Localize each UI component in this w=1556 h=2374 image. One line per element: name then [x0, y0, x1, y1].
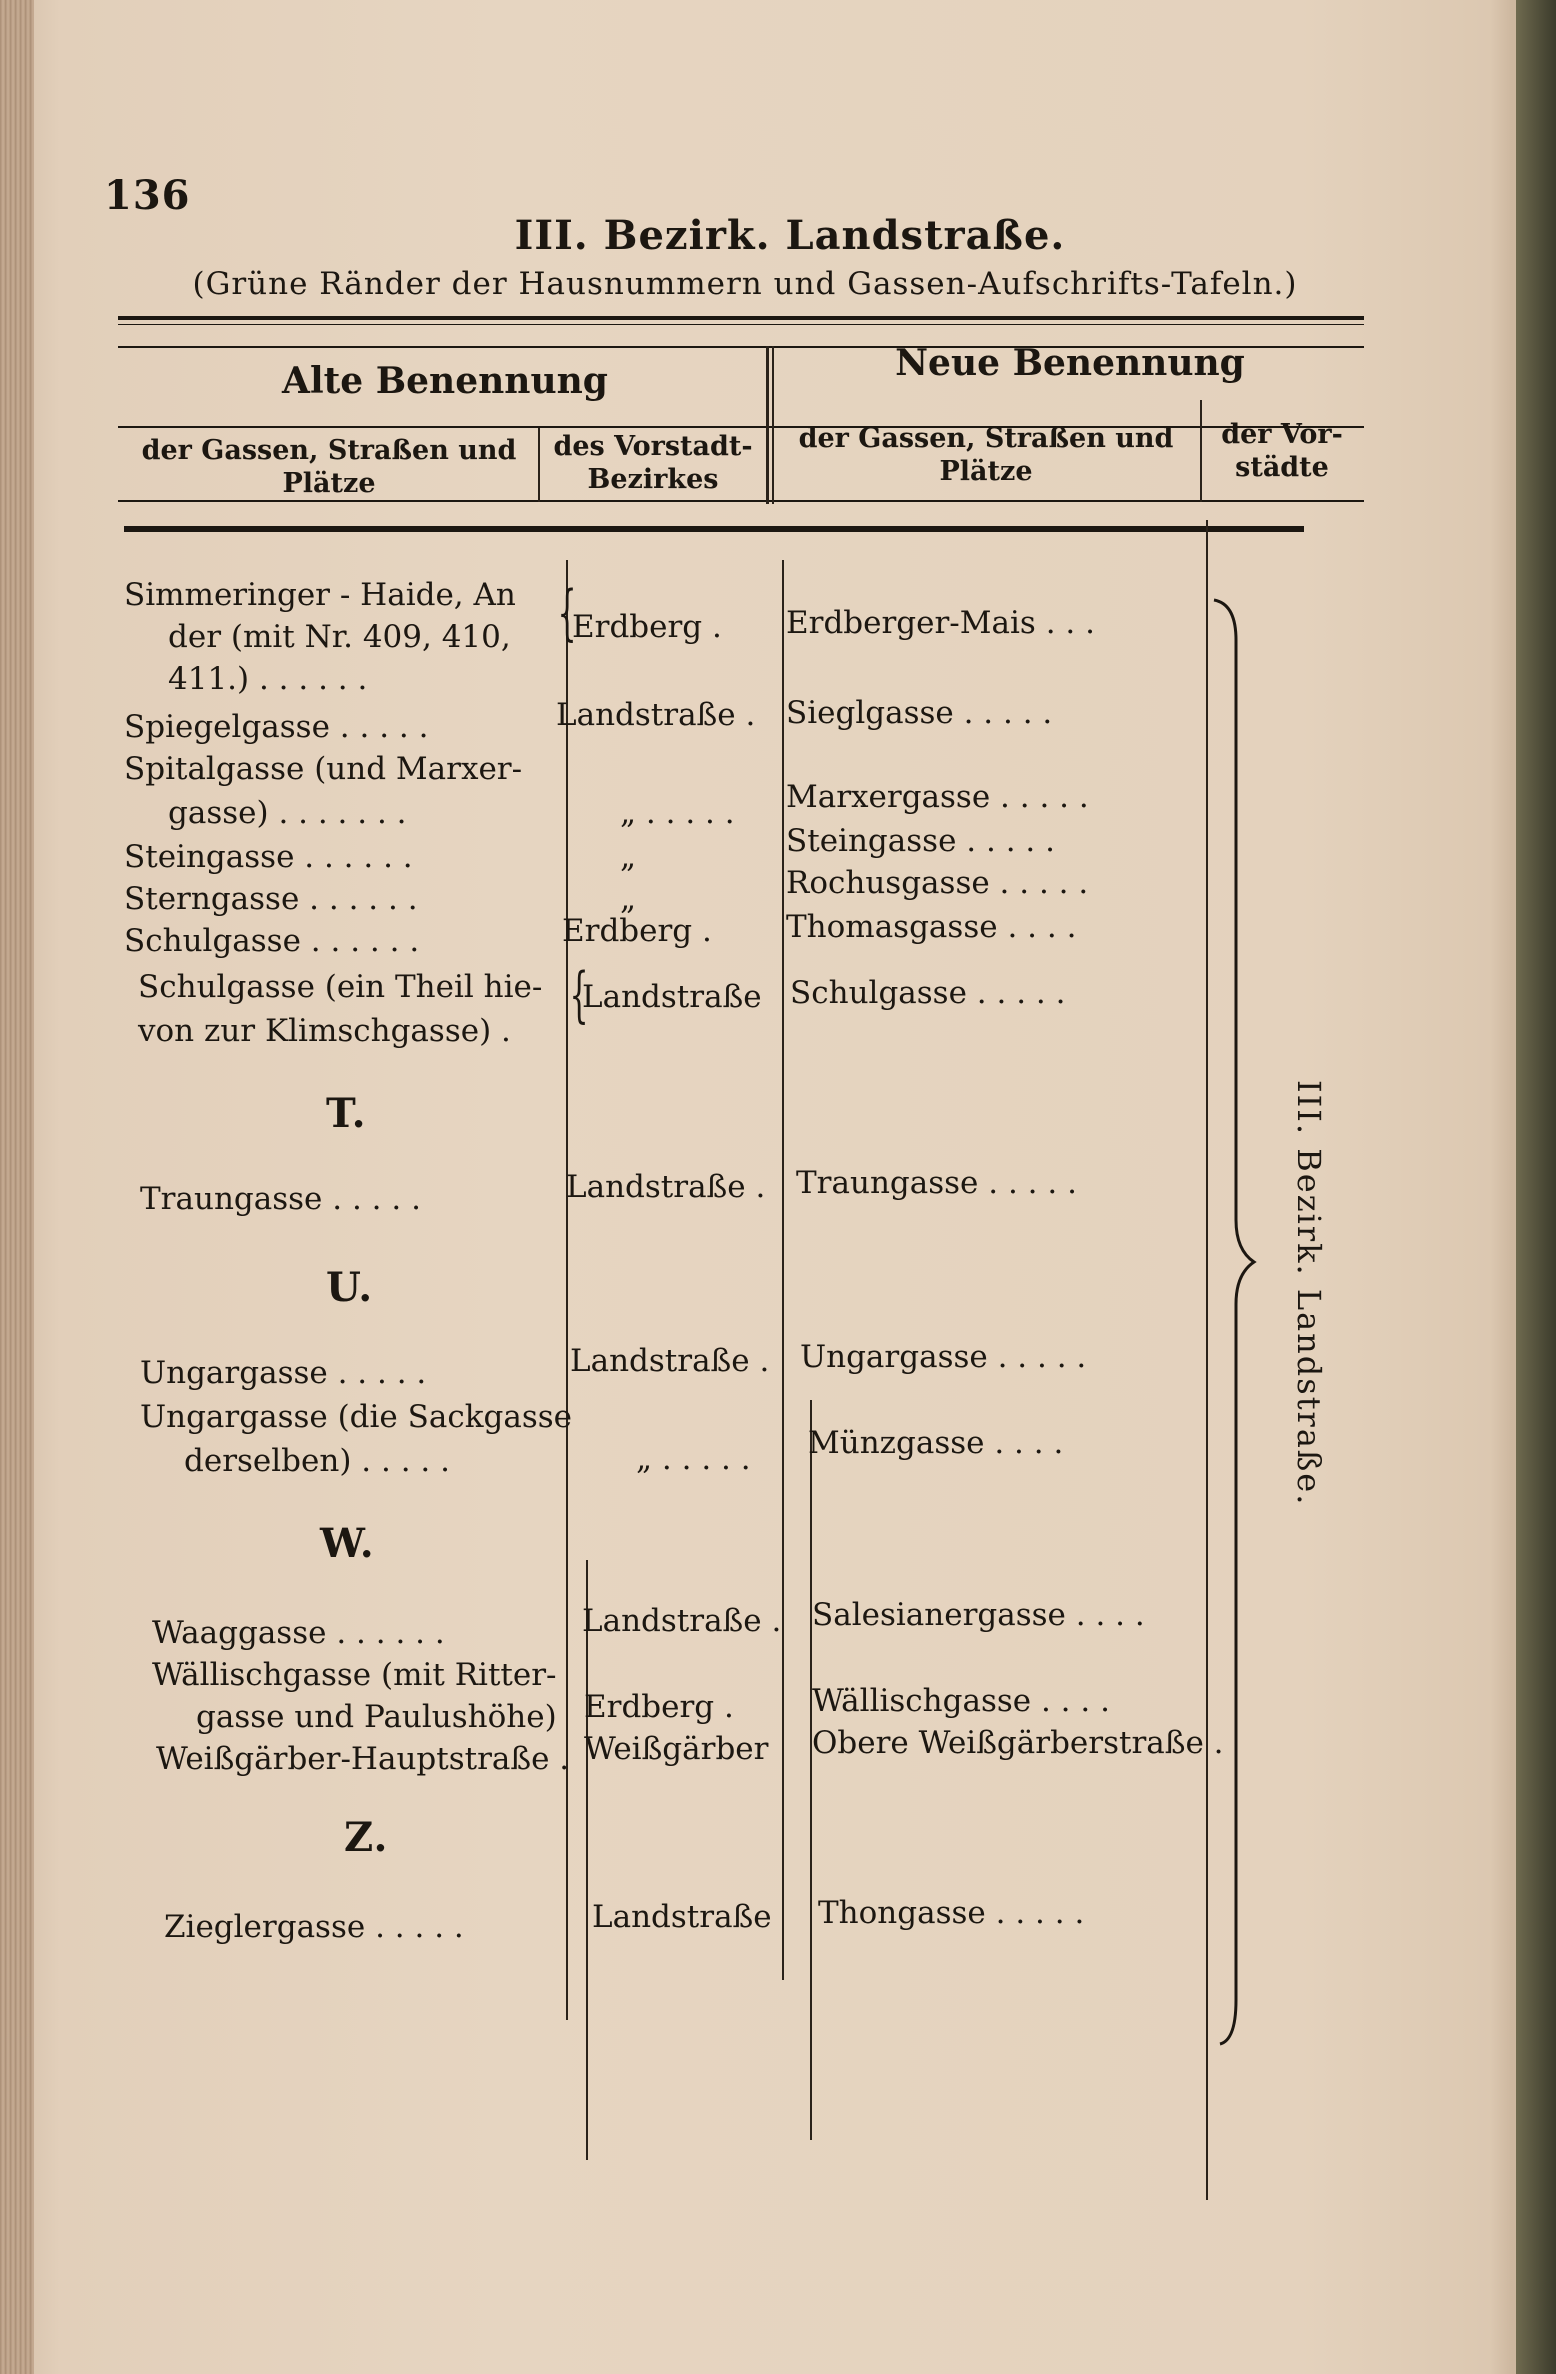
- row-zieglergasse-old: Zieglergasse . . . . .: [164, 1909, 464, 1945]
- section-w: W.: [320, 1520, 375, 1567]
- row-ungargasse-sack-new-dots: . . . .: [984, 1425, 1064, 1461]
- row-spiegelgasse-old: Spiegelgasse . . . . .: [124, 709, 429, 745]
- row-spitalgasse-new-text: Marxergasse: [786, 779, 991, 815]
- header-new-district-line1: der Vor-: [1221, 419, 1343, 450]
- row-schulgasse-new-text: Thomasgasse: [786, 909, 998, 945]
- row-ungargasse-sack-new-text: Münzgasse: [808, 1425, 985, 1461]
- row-spiegelgasse-new-dots: . . . . .: [953, 695, 1053, 731]
- page-title: III. Bezirk. Landstraße.: [514, 212, 1066, 259]
- row-weissgaerber-new-text: Obere Weißgärberstraße: [812, 1725, 1204, 1761]
- header-old-district-line1: des Vorstadt-: [553, 431, 753, 462]
- row-spitalgasse-old-line1: Spitalgasse (und Marxer-: [124, 751, 523, 787]
- row-sterngasse-new-dots: . . . . .: [989, 865, 1089, 901]
- header-old-streets-line1: der Gassen, Straßen und: [141, 435, 517, 466]
- row-simmeringer-district-text: Erdberg: [572, 609, 703, 645]
- section-u: U.: [326, 1264, 374, 1311]
- row-schulgasse-teil-old-line2: von zur Klimschgasse) .: [138, 1013, 511, 1049]
- page-subtitle: (Grüne Ränder der Hausnummern und Gassen-Aufschrifts-Tafeln.): [192, 266, 1298, 302]
- row-waellischgasse-new-text: Wällischgasse: [812, 1683, 1032, 1719]
- header-new-streets-line1: der Gassen, Straßen und: [798, 423, 1174, 454]
- row-waaggasse-old: Waaggasse . . . . . .: [152, 1615, 445, 1651]
- row-traungasse-old: Traungasse . . . . .: [140, 1181, 421, 1217]
- row-spitalgasse-district-text: „: [620, 795, 637, 831]
- section-t: T.: [326, 1090, 367, 1137]
- row-simmeringer-old-line3: 411.) . . . . . .: [168, 661, 368, 697]
- row-sterngasse-district: „: [620, 881, 637, 917]
- row-waaggasse-district-dots: .: [761, 1603, 782, 1639]
- row-waellischgasse-new-dots: . . . .: [1031, 1683, 1110, 1719]
- row-zieglergasse-district: Landstraße: [592, 1899, 772, 1935]
- row-schulgasse-district-text: Erdberg: [562, 913, 693, 949]
- page-number: 136: [104, 172, 191, 219]
- row-schulgasse-teil-old-line1: Schulgasse (ein Theil hie-: [138, 969, 543, 1005]
- row-ungargasse-new-text: Ungargasse: [800, 1339, 988, 1375]
- row-steingasse-new-dots: . . . . .: [956, 823, 1055, 859]
- row-simmeringer-new-dots: . . .: [1035, 605, 1095, 641]
- row-schulgasse-teil-new-text: Schulgasse: [790, 975, 967, 1011]
- header-new-district-line2: städte: [1235, 452, 1329, 483]
- row-steingasse-new-text: Steingasse: [786, 823, 957, 859]
- header-old-group: Alte Benennung: [282, 360, 608, 402]
- row-waellischgasse-district-dots: .: [714, 1689, 734, 1725]
- row-spitalgasse-new-dots: . . . . .: [990, 779, 1089, 815]
- row-waellischgasse-district-text: Erdberg: [584, 1689, 715, 1725]
- row-steingasse-old: Steingasse . . . . . .: [124, 839, 413, 875]
- row-weissgaerber-district: Weißgärber: [584, 1731, 769, 1767]
- row-ungargasse-district-text: Landstraße: [570, 1343, 750, 1379]
- row-spitalgasse-district-dots: . . . . .: [636, 795, 735, 831]
- row-schulgasse-old: Schulgasse . . . . . .: [124, 923, 420, 959]
- row-ungargasse-old: Ungargasse . . . . .: [140, 1355, 427, 1391]
- row-ungargasse-sack-district-text: „: [636, 1441, 653, 1477]
- row-simmeringer-old-line1: Simmeringer - Haide, An: [124, 577, 516, 613]
- row-traungasse-district-text: Landstraße: [566, 1169, 746, 1205]
- row-simmeringer-brace: {: [557, 578, 577, 648]
- row-waellischgasse-old-line2: gasse und Paulushöhe): [196, 1699, 557, 1735]
- row-schulgasse-new-dots: . . . .: [997, 909, 1077, 945]
- row-steingasse-district: „: [620, 839, 637, 875]
- row-spiegelgasse-new-text: Sieglgasse: [786, 695, 954, 731]
- row-schulgasse-teil-new-dots: . . . . .: [966, 975, 1066, 1011]
- row-traungasse-new-text: Traungasse: [796, 1165, 979, 1201]
- header-old-district-line2: Bezirkes: [587, 464, 719, 495]
- row-weissgaerber-new-dots: .: [1203, 1725, 1224, 1761]
- row-simmeringer-new-text: Erdberger-Mais: [786, 605, 1036, 641]
- row-waaggasse-new-text: Salesianergasse: [812, 1597, 1066, 1633]
- row-spitalgasse-old-line2: gasse) . . . . . . .: [168, 795, 407, 831]
- row-simmeringer-old-line2: der (mit Nr. 409, 410,: [168, 619, 511, 655]
- header-old-streets-line2: Plätze: [282, 468, 376, 499]
- row-sterngasse-new-text: Rochusgasse: [786, 865, 990, 901]
- row-spiegelgasse-district-text: Landstraße: [556, 697, 736, 733]
- district-label: III. Bezirk. Landstraße.: [1290, 1080, 1328, 1507]
- row-traungasse-new-dots: . . . . .: [978, 1165, 1077, 1201]
- row-ungargasse-sack-district-dots: . . . . .: [652, 1441, 751, 1477]
- header-new-group: Neue Benennung: [895, 342, 1245, 384]
- row-waaggasse-district-text: Landstraße: [582, 1603, 762, 1639]
- row-schulgasse-teil-brace: {: [569, 960, 589, 1030]
- row-simmeringer-district-dots: .: [702, 609, 722, 645]
- row-weissgaerber-old: Weißgärber-Hauptstraße .: [156, 1741, 570, 1777]
- row-ungargasse-sack-old-line2: derselben) . . . . .: [184, 1443, 450, 1479]
- row-ungargasse-new-dots: . . . . .: [987, 1339, 1087, 1375]
- row-schulgasse-district-dots: .: [692, 913, 712, 949]
- row-waaggasse-new-dots: . . . .: [1065, 1597, 1145, 1633]
- row-zieglergasse-new-text: Thongasse: [818, 1895, 986, 1931]
- row-spiegelgasse-district-dots: .: [735, 697, 756, 733]
- row-schulgasse-teil-district: Landstraße: [582, 979, 762, 1015]
- row-zieglergasse-new-dots: . . . . .: [985, 1895, 1085, 1931]
- section-z: Z.: [344, 1814, 389, 1861]
- row-ungargasse-sack-old-line1: Ungargasse (die Sackgasse: [140, 1399, 572, 1435]
- row-traungasse-district-dots: .: [745, 1169, 766, 1205]
- row-sterngasse-old: Sterngasse . . . . . .: [124, 881, 418, 917]
- header-new-streets-line2: Plätze: [939, 456, 1033, 487]
- row-ungargasse-district-dots: .: [749, 1343, 770, 1379]
- row-waellischgasse-old-line1: Wällischgasse (mit Ritter-: [152, 1657, 557, 1693]
